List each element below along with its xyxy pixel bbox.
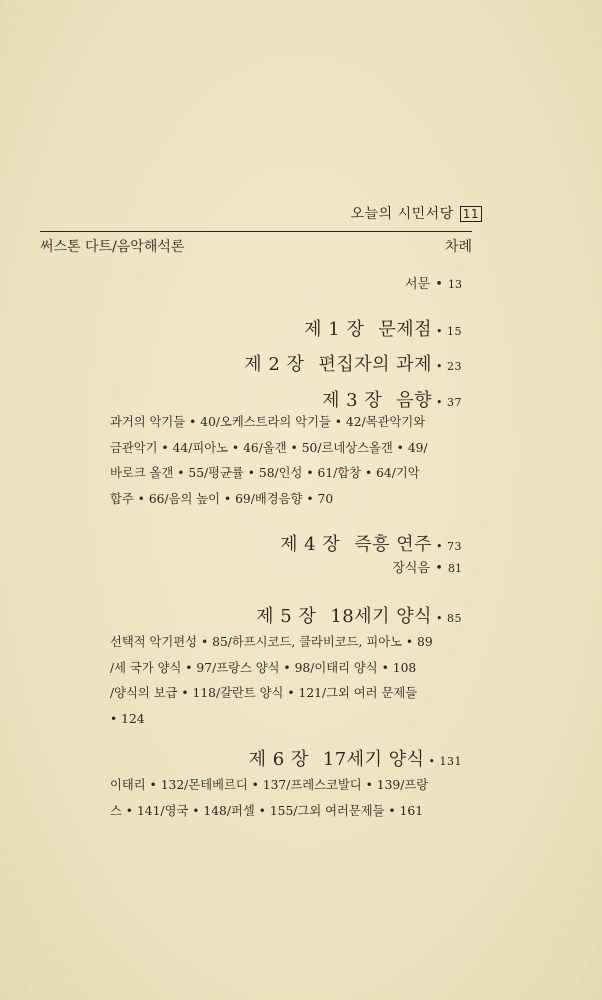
book-title: 써스톤 다트/음악해석론 [40,239,185,255]
toc-chapter-1: 제 1 장 문제점 • 15 [304,319,462,340]
chapter-6-sections [110,773,470,824]
chapter-3-section-line: 과거의 악기들 • 40/오케스트라의 악기들 • 42/목관악기와 [110,415,426,429]
toc-chapter-6: 제 6 장 17세기 양식 • 131 [248,749,462,770]
chapter-6-title: 17세기 양식 [322,749,425,770]
chapter-3-page: 37 [447,396,462,409]
chapter-6-section-line: 스 • 141/영국 • 148/퍼셀 • 155/그외 여러문제들 • 161 [110,803,424,818]
chapter-5-sections [110,630,470,732]
chapter-5-section-line: • 124 [110,711,145,726]
chapter-4-sub-title: 장식음 [392,561,431,576]
chapter-6-page: 131 [439,755,462,768]
chapter-5-section-line: /세 국가 양식 • 97/프랑스 양식 • 98/이태리 양식 • 108 [110,660,417,675]
chapter-5-section-line: /양식의 보급 • 118/갈란트 양식 • 121/그외 여러 문제들 [110,686,418,700]
chapter-3-title: 음향 [396,390,433,411]
chapter-5-title: 18세기 양식 [330,606,433,627]
series-title [351,203,482,223]
chapter-3-sections [110,410,470,512]
chapter-5-label: 제 5 장 [256,606,317,627]
chapter-4-page: 73 [447,540,462,553]
toc-preface: 서문 • 13 [404,277,462,292]
chapter-6-label: 제 6 장 [248,749,309,770]
chapter-4-sub-page: 81 [448,562,462,575]
chapter-3-section-line: 바로크 올갠 • 55/평균률 • 58/인성 • 61/합창 • 64/기악 [110,466,420,480]
chapter-2-page: 23 [447,360,462,373]
chapter-5-section-line: 선택적 악기편성 • 85/하프시코드, 클라비코드, 피아노 • 89 [110,635,433,649]
toc-chapter-2: 제 2 장 편집자의 과제 • 23 [244,354,462,375]
toc-preface-page: 13 [448,278,462,291]
series-title-text: 오늘의 시민서당 [350,206,454,222]
chapter-4-label: 제 4 장 [280,534,341,555]
chapter-2-title: 편집자의 과제 [318,354,433,375]
toc-chapter-3: 제 3 장 음향 • 37 [322,390,462,411]
chapter-1-label: 제 1 장 [304,319,365,340]
toc-chapter-4-sub: 장식음 • 81 [392,561,462,576]
chapter-1-title: 문제점 [378,319,433,340]
toc-preface-title: 서문 [404,277,431,292]
header-rule [40,231,472,232]
chapter-3-section-line: 금관악기 • 44/피아노 • 46/올갠 • 50/르네상스올갠 • 49/ [110,440,428,455]
series-number-badge: 11 [460,206,482,222]
chapter-2-label: 제 2 장 [244,354,305,375]
chapter-5-page: 85 [447,612,462,625]
chapter-3-section-line: 합주 • 66/음의 높이 • 69/배경음향 • 70 [110,491,334,506]
chapter-3-label: 제 3 장 [322,390,383,411]
contents-label: 차례 [444,239,472,255]
toc-chapter-5: 제 5 장 18세기 양식 • 85 [256,606,462,627]
toc-chapter-4: 제 4 장 즉흥 연주 • 73 [280,534,462,555]
chapter-1-page: 15 [447,325,462,338]
chapter-6-section-line: 이태리 • 132/몬테베르디 • 137/프레스코발디 • 139/프랑 [110,778,429,792]
chapter-4-title: 즉흥 연주 [354,534,433,555]
